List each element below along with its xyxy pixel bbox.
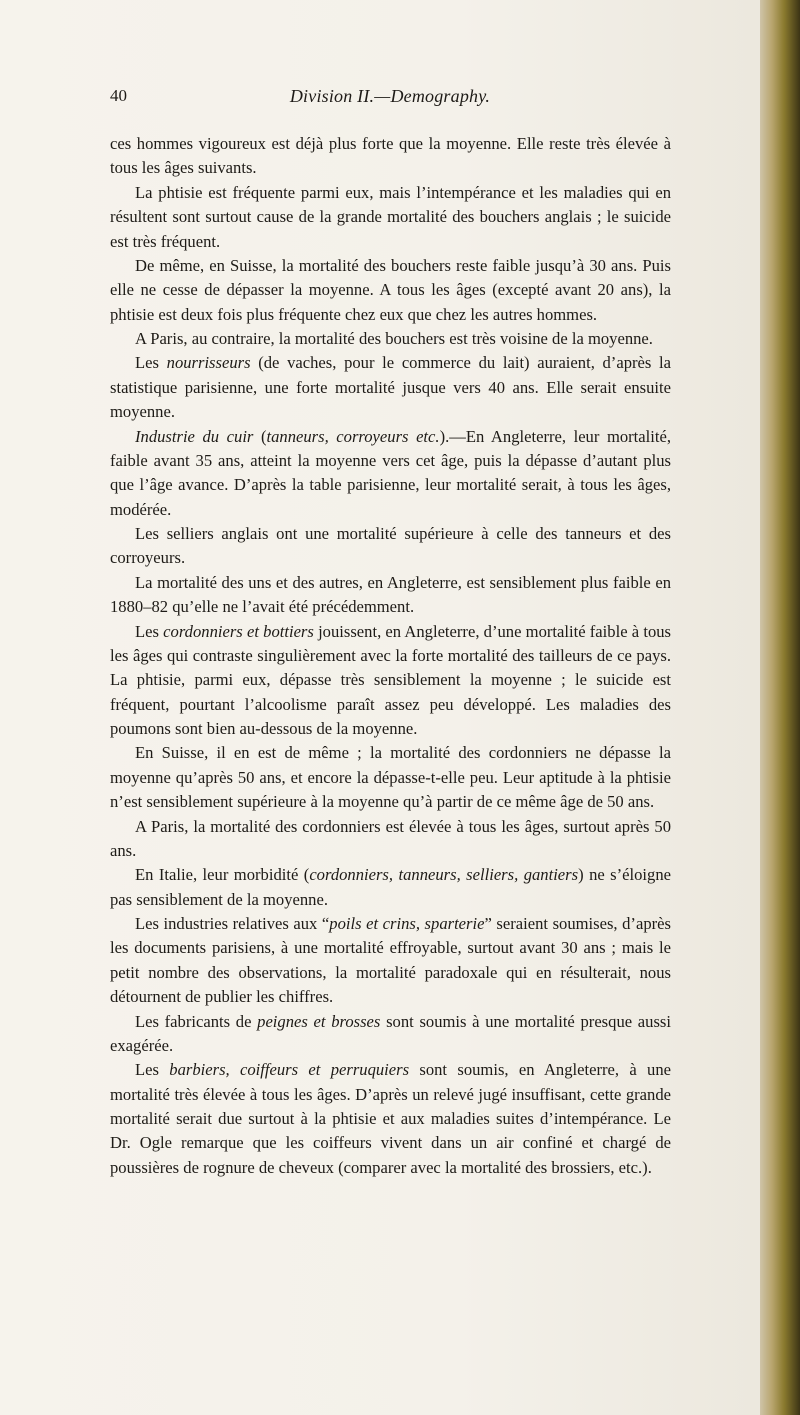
running-head: Division II.—Demography. [289,86,491,106]
paragraph-1: ces hommes vigoureux est déjà plus forte que la moyenne. Elle reste très élevée à tous les âges suivants. [110,134,671,178]
paragraph-7: Les selliers anglais ont une mortalité supérieure à celle des tanneurs et des corroyeurs. [110,524,671,568]
paragraph-5-text: (de vaches, pour le commerce du lait) auraient, d’après la statistique parisienne, une forte mortalité jusque vers 40 ans. Elle serait ensuite moyenne. [110,353,671,422]
term-industrie-du-cuir: Industrie du cuir [135,426,254,446]
paragraph-5-lead: Les [135,353,167,373]
paragraph-14-text: sont soumis à une mortalité presque aussi exagérée. [110,1011,671,1055]
term-cordonniers-tanneurs-selliers-gantiers: cordonniers, tanneurs, selliers, gantiers [309,865,579,885]
paragraph-12-text: ) ne s’éloigne pas sensiblement de la moyenne. [110,865,672,909]
paragraph-14-lead: Les fabricants de [135,1011,258,1031]
paragraph-9 [110,620,671,742]
paragraph-12-lead: En Italie, leur morbidité ( [135,865,310,885]
paragraph-13-text: ” seraient soumises, d’après les documents parisiens, à une mortalité effroyable, surtout avant 30 ans ; mais le petit nombre des observations, la mortalité paradoxale qui en résulterait, nous détournent de publier les chiffres. [110,914,671,1007]
body-text [110,132,671,1180]
paragraph-3: De même, en Suisse, la mortalité des bouchers reste faible jusqu’à 30 ans. Puis elle ne cesse de dépasser la moyenne. A tous les âges (excepté avant 20 ans), la phtisie est deux fois plus fréquente chez eux que chez les autres hommes. [110,255,671,324]
paragraph-6-text: ).—En Angleterre, leur mortalité, faible avant 35 ans, atteint la moyenne vers cet âge, puis la dépasse d’autant plus que l’âge avance. D’après la table parisienne, leur mortalité serait, à tous les âges, modérée. [110,426,671,519]
term-poils-crins-sparterie: poils et crins, sparterie [329,914,485,933]
paragraph-11: A Paris, la mortalité des cordonniers est élevée à tous les âges, surtout après 50 ans. [110,816,671,860]
paragraph-15-text: sont soumis, en Angleterre, à une mortalité très élevée à tous les âges. D’après un relevé jugé insuffisant, cette grande mortalité serait due surtout à la phtisie et aux maladies suites d’intempérance. Le Dr. Ogle remarque que les coiffeurs vivent dans un air confiné et chargé de poussières de rognure de cheveux (comparer avec la mortalité des brossiers, etc.). [110,1060,672,1177]
paragraph-9-lead: Les [135,621,164,641]
term-barbiers-coiffeurs-perruquiers: barbiers, coiffeurs et perruquiers [169,1060,410,1080]
paragraph-15-lead: Les [135,1060,170,1080]
paragraph-4: A Paris, au contraire, la mortalité des bouchers est très voisine de la moyenne. [135,329,653,348]
paragraph-13-lead: Les industries relatives aux “ [135,914,330,933]
paragraph-14 [110,1010,671,1059]
paragraph-5 [110,351,671,424]
paragraph-15 [110,1058,671,1180]
term-nourrisseurs: nourrisseurs [166,353,251,373]
page-number: 40 [110,86,127,105]
page-header [110,86,670,116]
paragraph-13 [110,912,671,1010]
paragraph-2: La phtisie est fréquente parmi eux, mais l’intempérance et les maladies qui en résultent sont surtout cause de la grande mortalité des bouchers anglais ; le suicide est très fréquent. [110,182,671,251]
page-edge [760,0,800,1415]
term-peignes-brosses: peignes et brosses [257,1011,381,1031]
paragraph-8: La mortalité des uns et des autres, en Angleterre, est sensiblement plus faible en 1880–82 qu’elle ne l’avait été précédemment. [110,572,671,617]
term-cordonniers-bottiers: cordonniers et bottiers [163,621,314,641]
paragraph-10: En Suisse, il en est de même ; la mortalité des cordonniers ne dépasse la moyenne qu’après 50 ans, et encore la dépasse-t-elle peu. Leur aptitude à la phtisie n’est sensiblement supérieure à la moyenne qu’à partir de ce même âge de 50 ans. [110,743,671,812]
term-tanneurs-corroyeurs: tanneurs, corroyeurs etc. [266,426,440,446]
paragraph-6-open-paren: ( [253,426,267,446]
paragraph-6 [110,425,671,523]
paragraph-9-text: jouissent, en Angleterre, d’une mortalité faible à tous les âges qui contraste singulièrement avec la forte mortalité des tailleurs de ce pays. La phtisie, parmi eux, dépasse très sensiblement la moyenne ; le suicide est fréquent, pourtant l’alcoolisme paraît assez peu développé. Les maladies des poumons sont bien au-dessous de la moyenne. [110,621,671,738]
paragraph-12 [110,863,671,912]
